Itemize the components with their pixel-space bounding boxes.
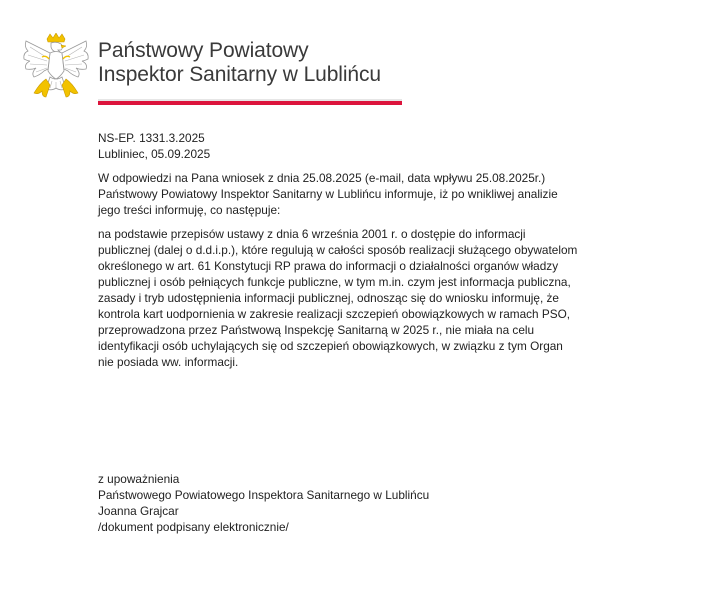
intro-line: Państwowy Powiatowy Inspektor Sanitarny w Lublińcu informuje, iż po wnikliwej analizie <box>98 187 558 201</box>
body-line: publicznej (dalej o d.d.i.p.), które regulują w całości sposób realizacji służącego obywatelom <box>98 243 578 257</box>
reference-number: NS-EP. 1331.3.2025 <box>98 131 205 145</box>
signatory-name: Joanna Grajcar <box>98 504 179 518</box>
body-line: nie posiada ww. informacji. <box>98 355 239 369</box>
polish-flag-rule <box>98 99 402 105</box>
body-line: określonego w art. 61 Konstytucji RP prawa do informacji o działalności organów władzy <box>98 259 559 273</box>
polish-eagle-emblem-icon <box>20 33 92 107</box>
body-line: na podstawie przepisów ustawy z dnia 6 września 2001 r. o dostępie do informacji <box>98 227 526 241</box>
signatory-office: Państwowego Powiatowego Inspektora Sanitarnego w Lublińcu <box>98 488 430 502</box>
reference-block <box>98 130 658 162</box>
body-line: przeprowadzona przez Państwową Inspekcję Sanitarną w 2025 r., nie miała na celu <box>98 323 535 337</box>
body-line: kontrola kart uodpornienia w zakresie realizacji szczepień obowiązkowych w ramach PSO, <box>98 307 571 321</box>
intro-paragraph <box>98 170 658 218</box>
intro-line: jego treści informuję, co następuje: <box>98 203 281 217</box>
office-name-line-2: Inspektor Sanitarny w Lublińcu <box>98 63 381 86</box>
electronic-signature-note: /dokument podpisany elektronicznie/ <box>98 520 289 534</box>
place-date: Lubliniec, 05.09.2025 <box>98 147 211 161</box>
letterhead <box>20 33 410 111</box>
body-line: zasady i tryb udostępnienia informacji publicznej, odnosząc się do wniosku informuję, że <box>98 291 559 305</box>
flag-red-band <box>98 101 402 105</box>
body-line: identyfikacji osób uchylających się od szczepień obowiązkowych, w związku z tym Organ <box>98 339 563 353</box>
signature-block <box>98 471 658 535</box>
intro-line: W odpowiedzi na Pana wniosek z dnia 25.08.2025 (e-mail, data wpływu 25.08.2025r.) <box>98 171 546 185</box>
office-name <box>98 39 381 87</box>
office-name-line-1: Państwowy Powiatowy <box>98 39 309 62</box>
main-paragraph <box>98 226 658 370</box>
authorization-label: z upoważnienia <box>98 472 180 486</box>
body-line: publicznej i osób pełniących funkcje publiczne, w tym m.in. czym jest informacja publiczna, <box>98 275 571 289</box>
letter-body <box>98 130 658 370</box>
